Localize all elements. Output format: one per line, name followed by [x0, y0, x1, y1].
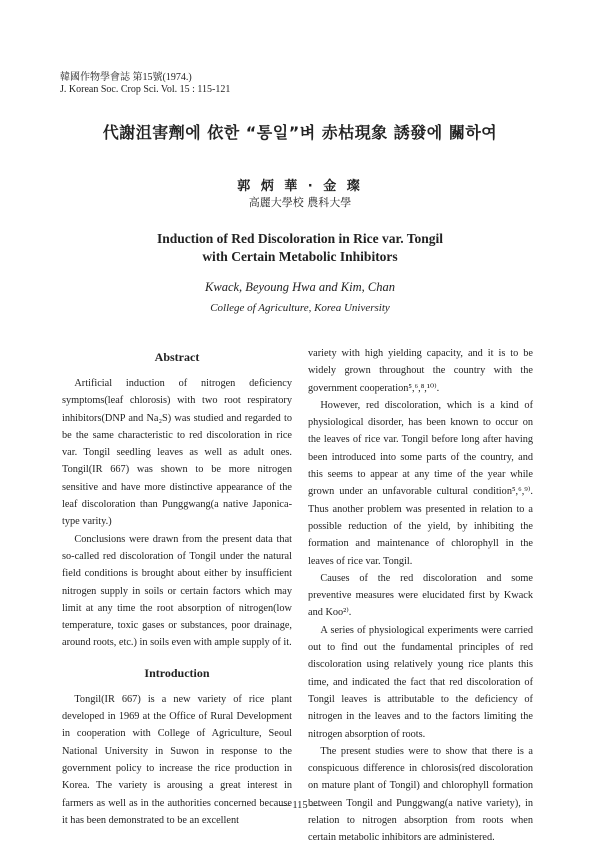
body-paragraph: A series of physiological experiments were carried out to find out the fundamental principles of red discoloration using relatively young rice plants this time, and indicated the fact that red discoloration of Tongil leaves is attributable to the deficiency of nitrogen in the leaves and to the factors limiting the nitrogen absorption of roots.: [308, 624, 533, 740]
affiliation-english: College of Agriculture, Korea University: [210, 302, 390, 314]
authors-korean: 郭 炳 華 · 金 璨: [237, 179, 363, 194]
body-paragraph: The present studies were to show that there is a conspicuous difference in chlorosis(red discoloration on mature plant of Tongil) and chlorophyll formation between Tongil and Punggwang(a native variety), in relation to nitrogen absorption from roots when certain metabolic inhibitors are administered.: [308, 745, 533, 844]
abstract-paragraph: Conclusions were drawn from the present data that so-called red discoloration of Tongil under the natural field conditions is brought about either by insufficient nitrogen supply in soils or certain factors which may limit at any time the root absorption of nitrogen(low temperature, toxic gases or substances, poor drainage, around roots, etc.) in soils even with ample supply of it.: [62, 533, 292, 649]
left-column: [62, 336, 292, 829]
journal-citation: [60, 72, 230, 96]
title-english-line1: Induction of Red Discoloration in Rice var. Tongil: [156, 231, 444, 246]
title-english: [0, 230, 600, 266]
title-english-line2: with Certain Metabolic Inhibitors: [202, 249, 398, 264]
title-korean: 代謝沮害劑에 依한 “통일”벼 赤枯現象 誘發에 關하여: [102, 123, 498, 142]
journal-line-english: J. Korean Soc. Crop Sci. Vol. 15 : 115-121: [60, 84, 231, 95]
abstract-heading: Abstract: [154, 350, 200, 364]
page-number: — 115 —: [279, 800, 321, 811]
body-paragraph: variety with high yielding capacity, and it is to be widely grown throughout the country with the government cooperation⁵,⁶,⁸,¹⁰⁾.: [308, 348, 533, 394]
authors-english: Kwack, Beyoung Hwa and Kim, Chan: [205, 280, 395, 294]
journal-line-korean: 韓國作物學會誌 第15號(1974.): [60, 72, 192, 83]
abstract-paragraph: Artificial induction of nitrogen deficiency symptoms(leaf chlorosis) with two root respiratory inhibitors(DNP and Na₂S) was studied and regarded to be the same characteristic to red discoloration in rice var. Tongil seedling leaves as well as adult ones. Tongil(IR 667) was shown to be more nitrogen sensitive and have more distinctive appearance of the leaf discoloration than Punggwang(a native Japonica-type varity.): [62, 378, 292, 528]
right-column: [308, 345, 533, 847]
body-paragraph: However, red discoloration, which is a kind of physiological disorder, has been known to occur on the leaves of rice var. Tongil before long after having been introduced into some parts of the country, and this seems to appear at any time of the year while grown under an unfavorable cultural condition⁵,⁶,⁹⁾. Thus another problem was presented in relation to a possible reduction of the yield, by inhibiting the formation and maintenance of chlorophyll in the leaves of rice var. Tongil.: [308, 399, 533, 567]
affiliation-korean: 高麗大學校 農科大學: [248, 196, 352, 209]
introduction-paragraph: Tongil(IR 667) is a new variety of rice plant developed in 1969 at the Office of Rural Development in cooperation with College of Agriculture, Seoul National University in Suwon in response to the government policy to increase the rice production in Korea. The variety is arousing a great interest in farmers as well as in the authorities concerned because it has been demonstrated to be an excellent: [62, 693, 292, 826]
body-paragraph: Causes of the red discoloration and some preventive measures were elucidated first by Kwack and Koo²⁾.: [308, 572, 533, 619]
introduction-heading: Introduction: [144, 665, 210, 680]
